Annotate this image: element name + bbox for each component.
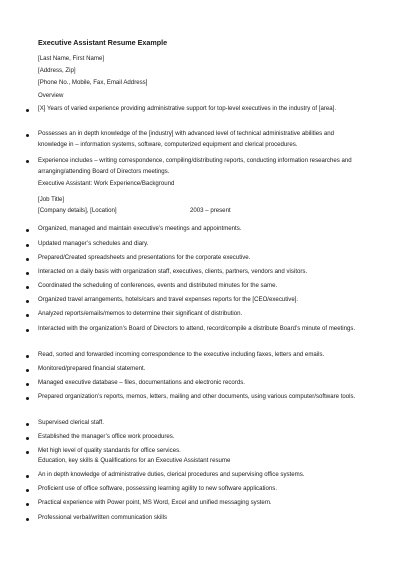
skill-item: Professional verbal/written communication skills (38, 514, 168, 521)
bullet-marker (26, 383, 29, 386)
skills-heading: Education, key skills & Qualifications for an Executive Assistant resume (38, 457, 231, 464)
duty-item: Interacted with the organization’s Board of Directors to attend, record/compile a distribute Board’s minute of meetings. (38, 325, 356, 332)
bullet-marker (26, 503, 29, 506)
duty-item: Organized travel arrangements, hotels/cars and travel expenses reports for the [CEO/executive]. (38, 296, 299, 303)
bullet-marker (26, 160, 29, 163)
document-title: Executive Assistant Resume Example (38, 38, 168, 47)
overview-item: Possesses an in depth knowledge of the [industry] with advanced level of technical administrative abilities and knowledge in – information systems, software, computerized equipment and clerical procedures. (38, 130, 335, 148)
bullet-marker (26, 489, 29, 492)
duty-item: Managed executive database – files, documentations and electronic records. (38, 379, 245, 386)
bullet-marker (26, 451, 29, 454)
bullet-marker (26, 134, 29, 137)
name-line: [Last Name, First Name] (38, 55, 105, 62)
bullet-marker (26, 300, 29, 303)
bullet-marker (26, 109, 29, 112)
bullet-marker (26, 272, 29, 275)
bullet-marker (26, 355, 29, 358)
bullet-marker (26, 244, 29, 247)
experience-heading: Executive Assistant: Work Experience/Background (38, 180, 175, 187)
bullet-marker (26, 286, 29, 289)
duty-item: Met high level of quality standards for office services. (38, 447, 181, 454)
bullet-marker (26, 314, 29, 317)
job-title: [Job Title] (38, 196, 65, 203)
overview-item: Experience includes – writing correspondence, compiling/distributing reports, conducting information researches and arranging/attending Board of Directors meetings. (38, 157, 352, 175)
skill-item: Practical experience with Power point, MS Word, Excel and unified messaging system. (38, 499, 272, 506)
duty-item: Updated manager’s schedules and diary. (38, 240, 149, 247)
skill-item: Proficient use of office software, possessing learning agility to new software applications. (38, 485, 278, 492)
duty-item: Monitored/prepared financial statement. (38, 365, 146, 372)
duty-item: Prepared/Created spreadsheets and presentations for the corporate executive. (38, 254, 251, 261)
duty-item: Organized, managed and maintain executive’s meetings and appointments. (38, 225, 242, 232)
bullet-marker (26, 437, 29, 440)
duty-item: Interacted on a daily basis with organization staff, executives, clients, partners, vendors and visitors. (38, 268, 308, 275)
overview-heading: Overview (38, 92, 64, 99)
bullet-marker (26, 229, 29, 232)
duty-item: Established the manager’s office work procedures. (38, 433, 175, 440)
address-line: [Address, Zip] (38, 67, 76, 74)
duty-item: Read, sorted and forwarded incoming correspondence to the executive including faxes, letters and emails. (38, 351, 325, 358)
overview-item: [X] Years of varied experience providing administrative support for top-level executives in the industry of [area]. (38, 105, 337, 112)
bullet-marker (26, 258, 29, 261)
duty-item: Analyzed reports/emails/memos to determine their significant of distribution. (38, 310, 243, 317)
bullet-marker (26, 397, 29, 400)
skill-item: An in depth knowledge of administrative duties, clerical procedures and supervising office systems. (38, 471, 305, 478)
bullet-marker (26, 369, 29, 372)
duty-item: Coordinated the scheduling of conferences, events and distributed minutes for the same. (38, 282, 278, 289)
duty-item: Supervised clerical staff. (38, 419, 104, 426)
bullet-marker (26, 518, 29, 521)
bullet-marker (26, 423, 29, 426)
bullet-marker (26, 329, 29, 332)
company-details: [Company details], [Location] (38, 207, 117, 214)
contact-line: [Phone No., Mobile, Fax, Email Address] (38, 79, 148, 86)
duty-item: Prepared organization’s reports, memos, letters, mailing and other documents, using various computer/software tools. (38, 393, 356, 400)
job-dates: 2003 – present (190, 207, 231, 214)
bullet-marker (26, 475, 29, 478)
